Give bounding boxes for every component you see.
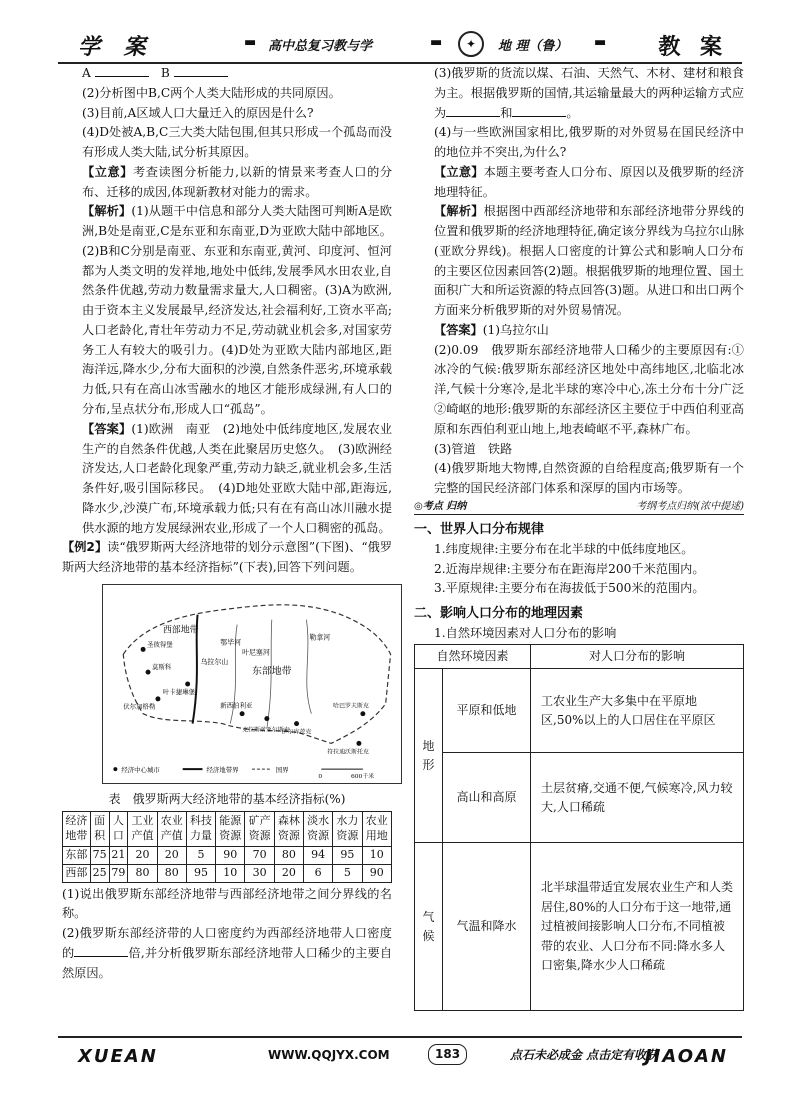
table-header-cell: 农业产值 [157, 812, 186, 847]
page-header [58, 28, 742, 64]
topic-bar-subtitle: 考纲考点归纳(浓中提逑) [636, 500, 744, 512]
factor-header-cell: 对人口分布的影响 [531, 645, 744, 669]
section-2-title: 二、影响人口分布的地理因素 [414, 606, 584, 622]
table-header-cell: 人口 [109, 812, 128, 847]
map-legend-country: 国界 [275, 766, 289, 775]
table-cell: 20 [274, 864, 303, 882]
example-2: 【例2】读“俄罗斯两大经济地带的划分示意图”(下图)、“俄罗斯两大经济地带的基本经济指标”(下表),回答下列问题。 [62, 540, 393, 575]
table-cell: 94 [304, 847, 333, 865]
table-cell: 6 [304, 864, 333, 882]
effect-cell: 工农业生产大多集中在平原地区,50%以上的人口居住在平原区 [531, 669, 744, 753]
jiexi-paragraph: 【解析】(1)从题干中信息和部分人类大陆图可判断A是欧洲,B处是南亚,C是东亚和东南亚,D为亚欧大陆中部地区。(2)B和C分别是南亚、东亚和东南亚,黄河、印度河、恒河都为人类文明的发祥地,地处中低纬,发展季风水田农业,自然条件优越,劳动力数量需求量大,人口稠密。(3)A为欧洲,由于资本主义发展最早,经济发达,社会福利好,工资水平高;人口老龄化,青壮年劳动力不足,劳动就业机会多,对国家劳务工人有较大的吸引力。(4)D处为亚欧大陆内部地区,距海洋远,降水少,分布大面积的沙漠,自然条件恶劣,环境承载力低,只有在高山冰雪融水的地区才能形成绿洲,有人口的分布,呈点状分布,形成人口“孤岛”。 [82, 204, 392, 417]
table-row [63, 847, 392, 865]
table-header-cell: 工业产值 [128, 812, 157, 847]
map-legend-border: 经济地带界 [206, 766, 239, 775]
map-label-yenisei: 叶尼塞河 [242, 648, 270, 657]
table-cell: 75 [90, 847, 109, 865]
table-row [415, 669, 744, 753]
table-row [415, 843, 744, 1011]
page-number: 183 [428, 1044, 467, 1065]
table-header-cell: 水力资源 [333, 812, 362, 847]
topic-bar-title: ◎考点 归纳 [414, 500, 467, 512]
footer-url: WWW.QQJYX.COM [268, 1048, 390, 1062]
map-label-ural: 乌拉尔山 [200, 658, 229, 667]
answer-2: (2)0.09 俄罗斯东部经济地带人口稀少的主要原因有:①冰冷的气候:俄罗斯东部经济区地处中高纬地区,北临北冰洋,气候十分寒冷,是北半球的寒冷中心,冻土分布十分广泛 ②崎岖的地形:俄罗斯的东部经济区主要位于中西伯利亚高原和东西伯利亚山地上,地表崎岖不平,森林广布。 [434, 342, 757, 436]
effect-cell: 北半球温带适宜发展农业生产和人类居住,80%的人口分布于这一地带,通过植被间接影响人口分布,不同植被带的农业、人口分布不同:降水多人口密集,降水少人口稀疏 [531, 843, 744, 1011]
header-dash-1: ▬ [244, 35, 257, 50]
table-cell: 80 [128, 864, 157, 882]
map-label-ob: 鄂毕河 [220, 638, 242, 647]
section-2-subtitle: 1.自然环境因素对人口分布的影响 [434, 626, 617, 641]
factor-group-cell: 气候 [415, 843, 443, 1011]
page-footer [58, 1036, 742, 1066]
russia-map [102, 584, 402, 784]
map-label-east: 东部地带 [252, 666, 292, 678]
table-cell: 95 [186, 864, 215, 882]
list-item: 2.近海岸规律:主要分布在距海岸200千米范围内。 [434, 561, 705, 576]
answer-1: 【答案】(1)乌拉尔山 [434, 322, 549, 337]
factor-table [414, 644, 744, 1011]
table-row [63, 864, 392, 882]
section-1-title: 一、世界人口分布规律 [414, 521, 545, 537]
map-city-3: 伏尔加格勒 [123, 702, 156, 711]
table-cell: 10 [362, 847, 391, 865]
table-header-cell: 经济地带 [63, 812, 91, 847]
table-cell: 90 [216, 847, 245, 865]
table-cell: 79 [109, 864, 128, 882]
map-label-west: 西部地带 [162, 625, 199, 636]
table-cell: 80 [157, 864, 186, 882]
question-3: (3)目前,A区域人口大量迁入的原因是什么? [82, 105, 314, 120]
factor-cell: 气温和降水 [443, 843, 531, 1011]
map-city-4: 叶卡捷琳堡 [162, 687, 196, 696]
table-cell: 80 [274, 847, 303, 865]
question-4b: (4)与一些欧洲国家相比,俄罗斯的对外贸易在国民经济中的地位并不突出,为什么? [434, 125, 744, 160]
map-label-lena: 勒拿河 [309, 633, 331, 642]
map-city-2: 莫斯科 [152, 663, 172, 672]
brand-right: 教 案 [658, 35, 728, 60]
list-item: 3.平原规律:主要分布在海拔低于500米的范围内。 [434, 581, 705, 596]
table-cell: 25 [90, 864, 109, 882]
table-header-cell: 科技力量 [186, 812, 215, 847]
jiexi-paragraph-2: 【解析】根据图中西部经济地带和东部经济地带分界线的位置和俄罗斯的经济地理特征,确定该分界线为乌拉尔山脉(亚欧分界线)。根据人口密度的计算公式和影响人口分布的主要区位因素回答(2)题。根据俄罗斯的地理位置、国土面积广大和所运资源的特点回答(3)题。从进口和出口两个方面来分析俄罗斯的对外贸易情况。 [434, 204, 745, 318]
map-city-1: 圣彼得堡 [147, 640, 173, 649]
factor-header-cell: 自然环境因素 [415, 645, 531, 669]
map-legend-city: 经济中心城市 [121, 766, 160, 775]
table-header-cell: 森林资源 [274, 812, 303, 847]
lizhi-paragraph: 【立意】考查读图分析能力,以新的情景来考查人口的分布、迁移的成因,体现新教材对能力的需求。 [82, 164, 393, 199]
factor-group-cell: 地形 [415, 669, 443, 843]
factor-header-row [415, 645, 744, 669]
topic-bar [414, 501, 744, 515]
table-cell: 东部 [63, 847, 91, 865]
russia-map-svg [103, 585, 401, 783]
question-1b: (1)说出俄罗斯东部经济地带与西部经济地带之间分界线的名称。 [62, 886, 392, 921]
header-subtitle: 高中总复习教与学 [268, 39, 373, 54]
header-dash-3: ▬ [594, 35, 607, 50]
table-cell: 5 [333, 864, 362, 882]
footer-slogan: 点石未必成金 点击定有收获 [510, 1048, 659, 1062]
table-cell: 20 [128, 847, 157, 865]
school-logo-icon: ✦ [458, 31, 484, 57]
answer-paragraph: 【答案】(1)欧洲 南亚 (2)地处中低纬度地区,发展农业生产的自然条件优越,人类在此聚居历史悠久。 (3)欧洲经济发达,人口老龄化现象严重,劳动力缺乏,就业机会多,生活条件好,吸引国际移民。 (4)D地处亚欧大陆中部,距海远,降水少,沙漠广布,环境承载力低;只有在有高山冰川融水提供水源的地方发展绿洲农业,形成了一个人口稠密的孤岛。 [82, 421, 392, 535]
table-cell: 5 [186, 847, 215, 865]
table-cell: 70 [245, 847, 274, 865]
blank-line-ab: A B [62, 64, 392, 84]
question-3b: (3)俄罗斯的货流以煤、石油、天然气、木材、建材和粮食为主。根据俄罗斯的国情,其运输量最大的两种运输方式应为 和 。 [434, 66, 744, 120]
factor-cell: 高山和高原 [443, 753, 531, 843]
footer-brand-left: XUEAN [78, 1046, 158, 1067]
lizhi-paragraph-2: 【立意】本题主要考查人口分布、原因以及俄罗斯的经济地理特征。 [434, 164, 745, 199]
map-city-7: 伊尔库茨克 [281, 728, 312, 736]
table-header-cell: 面积 [90, 812, 109, 847]
left-column [62, 64, 392, 984]
table-cell: 95 [333, 847, 362, 865]
factor-cell: 平原和低地 [443, 669, 531, 753]
brand-left: 学 案 [78, 35, 154, 60]
effect-cell: 土层贫瘠,交通不便,气候寒冷,风力较大,人口稀疏 [531, 753, 744, 843]
answer-4: (4)俄罗斯地大物博,自然资源的自给程度高;俄罗斯有一个完整的国民经济部门体系和深厚的国内市场等。 [434, 461, 744, 496]
map-city-9: 符拉迪沃斯托克 [327, 748, 369, 756]
answer-3: (3)管道 铁路 [434, 441, 513, 456]
map-scale-zero: 0 [318, 772, 323, 780]
indicator-table [62, 811, 392, 882]
table-header-cell: 能源资源 [216, 812, 245, 847]
table-header-row [63, 812, 392, 847]
map-scale: 600千米 [351, 772, 375, 780]
table-cell: 21 [109, 847, 128, 865]
table-header-cell: 农业用地 [362, 812, 391, 847]
table-cell: 西部 [63, 864, 91, 882]
table-row [415, 753, 744, 843]
question-2: (2)分析图中B,C两个人类大陆形成的共同原因。 [82, 85, 341, 100]
table-cell: 30 [245, 864, 274, 882]
header-dash-2: ▬ [430, 35, 443, 50]
table-header-cell: 矿产资源 [245, 812, 274, 847]
map-city-6: 克拉斯诺亚尔斯克 [242, 726, 290, 734]
table-cell: 20 [157, 847, 186, 865]
right-column [414, 64, 757, 1011]
table-caption: 表 俄罗斯两大经济地带的基本经济指标(%) [108, 791, 346, 806]
header-subject: 地 理（鲁） [498, 39, 568, 54]
table-cell: 90 [362, 864, 391, 882]
map-city-8: 哈巴罗夫斯克 [333, 702, 369, 710]
question-4: (4)D处被A,B,C三大类大陆包围,但其只形成一个孤岛而没有形成人类大陆,试分析其原因。 [82, 125, 392, 160]
map-city-5: 新西伯利亚 [220, 701, 253, 710]
footer-brand-right: JIAOAN [644, 1046, 728, 1067]
table-header-cell: 淡水资源 [304, 812, 333, 847]
question-2b: (2)俄罗斯东部经济带的人口密度约为西部经济地带人口密度的 倍,并分析俄罗斯东部经济地带人口稀少的主要自然原因。 [62, 926, 393, 980]
table-cell: 10 [216, 864, 245, 882]
list-item: 1.纬度规律:主要分布在北半球的中低纬度地区。 [434, 541, 694, 556]
